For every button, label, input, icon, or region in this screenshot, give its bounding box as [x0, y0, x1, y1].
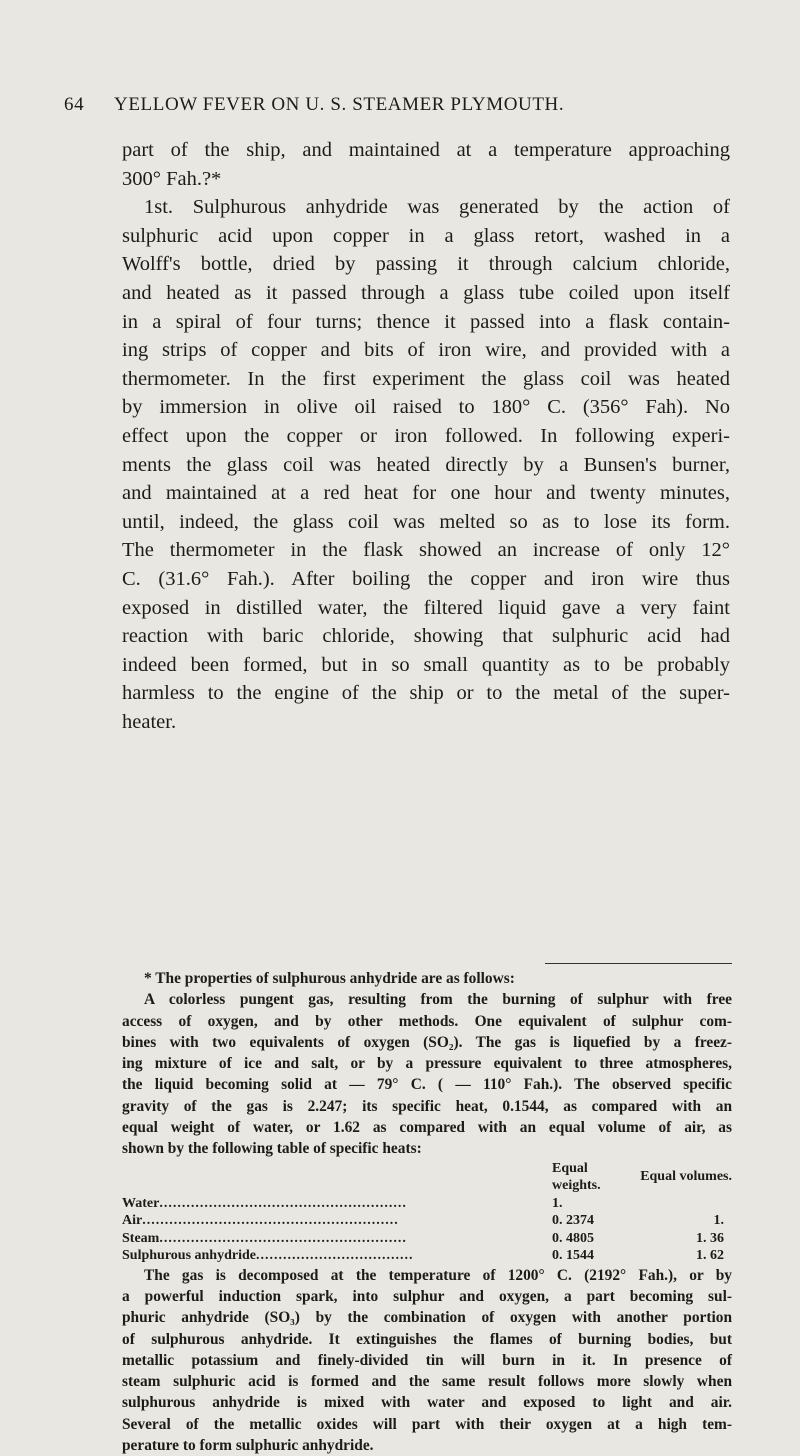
cell-weights: 0. 1544 [552, 1248, 594, 1264]
col-header-volumes: Equal volumes. [640, 1169, 732, 1185]
leader-dots: ................................... [255, 1248, 414, 1264]
body-text [122, 136, 730, 736]
text-line: phuric anhydride (SO₃) by the combination of oxygen with another portion [122, 1309, 732, 1327]
text-line: ments the glass coil was heated directly by a Bunsen's burner, [122, 453, 730, 476]
text-line: a powerful induction spark, into sulphur and oxygen, a part becoming sul- [122, 1287, 732, 1305]
text-line: until, indeed, the glass coil was melted so as to lose its form. [122, 510, 730, 533]
text-line: equal weight of water, or 1.62 as compared with an equal volume of air, as [122, 1119, 732, 1137]
running-title: YELLOW FEVER ON U. S. STEAMER PLYMOUTH. [114, 94, 565, 115]
text-line: ing mixture of ice and salt, or by a pressure equivalent to three atmospheres, [122, 1055, 732, 1073]
specific-heat-table [122, 1160, 732, 1265]
text-line: 300° Fah.?* [122, 167, 222, 190]
cell-weights: 0. 4805 [552, 1230, 594, 1246]
table-row [122, 1247, 732, 1265]
table-row [122, 1195, 732, 1213]
text-line: bines with two equivalents of oxygen (SO₂). The gas is liquefied by a freez- [122, 1033, 732, 1051]
leader-dots: ....................................................... [159, 1230, 407, 1246]
cell-volumes: 1. 36 [696, 1230, 724, 1246]
text-line: Several of the metallic oxides will part with their oxygen at a high tem- [122, 1415, 732, 1433]
footnote-outro [122, 1265, 732, 1456]
table-row [122, 1212, 732, 1230]
text-line: ing strips of copper and bits of iron wire, and provided with a [122, 339, 730, 362]
text-line: and maintained at a red heat for one hour and twenty minutes, [122, 482, 730, 505]
text-line: heater. [122, 710, 177, 733]
text-line: thermometer. In the first experiment the glass coil was heated [122, 367, 730, 390]
col-header-weights: Equal weights. [552, 1160, 601, 1194]
row-label: Sulphurous anhydride................................... [122, 1248, 414, 1264]
text-line: gravity of the gas is 2.247; its specific heat, 0.1544, as compared with an [122, 1097, 732, 1115]
text-line: part of the ship, and maintained at a temperature approaching [122, 139, 730, 161]
text-line: metallic potassium and finely-divided tin will burn in it. In presence of [122, 1351, 732, 1369]
text-line: * The properties of sulphurous anhydride are as follows: [144, 970, 515, 987]
text-line: the liquid becoming solid at — 79° C. ( — 110° Fah.). The observed specific [122, 1076, 732, 1094]
text-line: access of oxygen, and by other methods. One equivalent of sulphur com- [122, 1012, 732, 1030]
cell-weights: 0. 2374 [552, 1213, 594, 1229]
table-row [122, 1230, 732, 1248]
cell-volumes [632, 1195, 732, 1213]
text-line: reaction with baric chloride, showing that sulphuric acid had [122, 625, 730, 648]
footnote [122, 968, 732, 1456]
text-line: Wolff's bottle, dried by passing it through calcium chloride, [122, 253, 730, 276]
table-header-row [122, 1160, 732, 1195]
text-line: A colorless pungent gas, resulting from the burning of sulphur with free [144, 991, 732, 1009]
page-number: 64 [64, 94, 85, 115]
footnote-rule [545, 963, 732, 964]
text-line: steam sulphuric acid is formed and the same result follows more slowly when [122, 1373, 732, 1391]
cell-volumes: 1. 62 [696, 1248, 724, 1264]
leader-dots: ....................................................... [159, 1195, 407, 1211]
text-line: harmless to the engine of the ship or to the metal of the super- [122, 682, 730, 705]
text-line: of sulphurous anhydride. It extinguishes the flames of burning bodies, but [122, 1330, 732, 1348]
text-line: and heated as it passed through a glass tube coiled upon itself [122, 281, 730, 304]
text-line: shown by the following table of specific heats: [122, 1140, 422, 1158]
text-line: sulphuric acid upon copper in a glass retort, washed in a [122, 224, 730, 247]
row-label: Air......................................................... [122, 1213, 399, 1229]
text-line: 1st. Sulphurous anhydride was generated by the action of [144, 196, 730, 219]
text-line: perature to form sulphuric anhydride. [122, 1437, 374, 1455]
text-line: The thermometer in the flask showed an increase of only 12° [122, 539, 730, 562]
cell-volumes: 1. [713, 1213, 724, 1229]
leader-dots: ......................................................... [142, 1213, 399, 1229]
footnote-intro [122, 968, 732, 1160]
text-line: in a spiral of four turns; thence it passed into a flask contain- [122, 310, 730, 333]
text-line: indeed been formed, but in so small quantity as to be probably [122, 653, 730, 676]
text-line: The gas is decomposed at the temperature of 1200° C. (2192° Fah.), or by [144, 1266, 732, 1284]
text-line: by immersion in olive oil raised to 180° C. (356° Fah). No [122, 396, 730, 419]
text-line: effect upon the copper or iron followed. In following experi- [122, 424, 730, 447]
text-line: exposed in distilled water, the filtered liquid gave a very faint [122, 596, 730, 619]
row-label: Steam....................................................... [122, 1230, 407, 1246]
text-line: C. (31.6° Fah.). After boiling the copper and iron wire thus [122, 567, 730, 590]
text-line: sulphurous anhydride is mixed with water and exposed to light and air. [122, 1394, 732, 1412]
row-label: Water....................................................... [122, 1195, 407, 1211]
cell-weights: 1. [552, 1195, 563, 1211]
